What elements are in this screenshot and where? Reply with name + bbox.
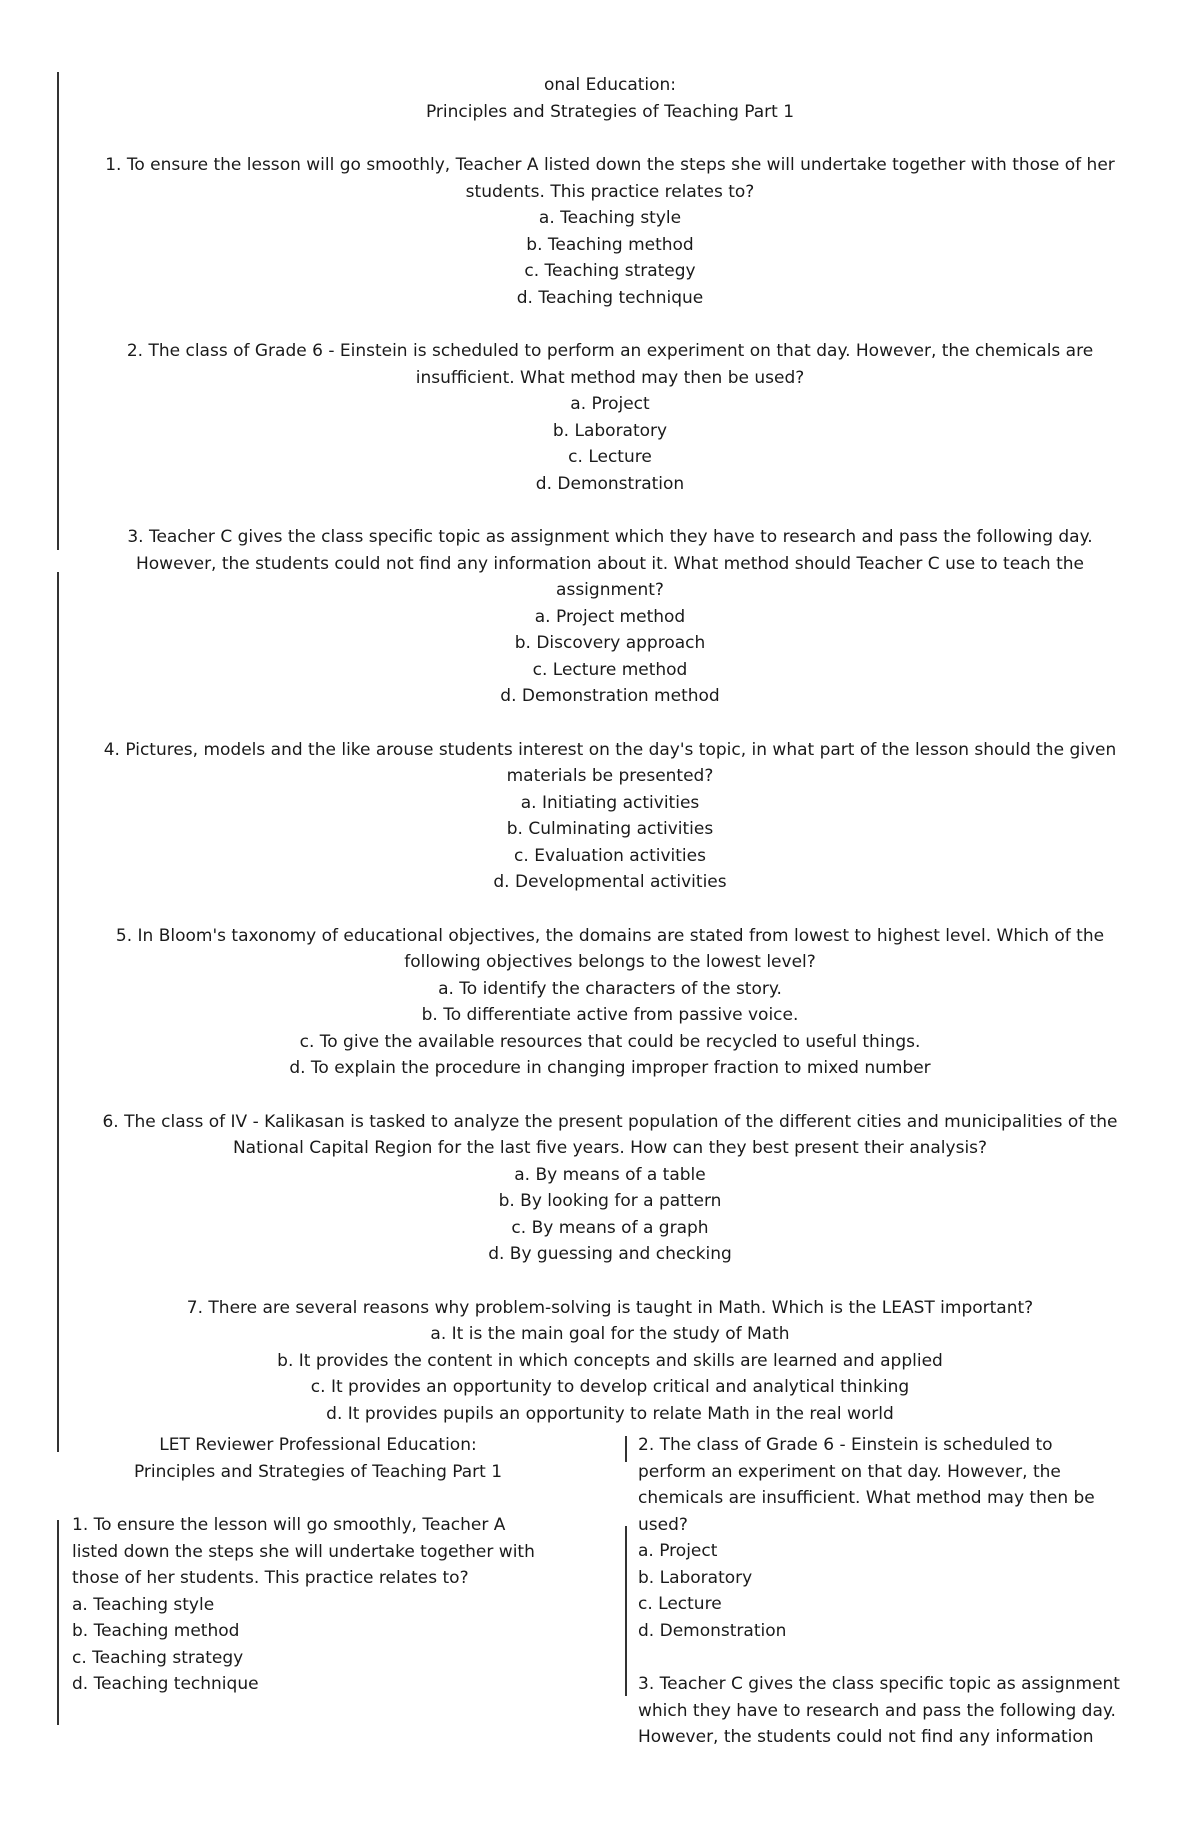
doc-title-line1: onal Education: (543, 75, 677, 95)
answer-option: d. Demonstration (535, 473, 685, 494)
answer-option: c. Lecture method (532, 659, 688, 680)
question-stem: insufficient. What method may then be used? (415, 367, 805, 388)
answer-option: c. Lecture (568, 447, 652, 467)
question-stem: which they have to research and pass the following day. (638, 1700, 1116, 1721)
answer-option: c. Evaluation activities (514, 845, 706, 866)
answer-option: d. Teaching technique (72, 1674, 259, 1694)
answer-option: a. Initiating activities (520, 792, 700, 813)
answer-option: a. Teaching style (538, 208, 682, 228)
question-2 (70, 338, 1150, 497)
question-5 (70, 923, 1150, 1082)
margin-bar (57, 572, 59, 1452)
question-1-compact (58, 1512, 578, 1698)
question-stem: 3. Teacher C gives the class specific topic as assignment which they have to research and pass the following day. (127, 527, 1093, 547)
answer-option: c. To give the available resources that could be recycled to useful things. (299, 1031, 921, 1052)
column-divider (625, 1436, 627, 1462)
answer-option: b. Culminating activities (506, 819, 714, 839)
question-stem: used? (638, 1514, 688, 1535)
question-stem: 2. The class of Grade 6 - Einstein is scheduled to (638, 1435, 1053, 1455)
question-stem: assignment? (556, 580, 664, 600)
top-section (70, 72, 1150, 1427)
column-title-line2: Principles and Strategies of Teaching Part 1 (133, 1461, 503, 1482)
answer-option: a. Teaching style (72, 1594, 215, 1615)
question-stem: 5. In Bloom's taxonomy of educational objectives, the domains are stated from lowest to highest level. Which of the (115, 925, 1105, 946)
question-4 (70, 737, 1150, 896)
answer-option: a. Project (570, 394, 650, 414)
question-stem: perform an experiment on that day. However, the (638, 1461, 1061, 1482)
question-1 (70, 152, 1150, 311)
answer-option: d. By guessing and checking (488, 1244, 732, 1264)
answer-option: c. Teaching strategy (524, 261, 696, 281)
question-stem: 1. To ensure the lesson will go smoothly, Teacher A (72, 1515, 506, 1535)
right-column (638, 1432, 1138, 1751)
left-column (58, 1432, 578, 1698)
answer-option: b. Teaching method (526, 234, 694, 255)
answer-option: b. Laboratory (638, 1567, 753, 1588)
answer-option: b. Teaching method (72, 1621, 240, 1641)
question-stem: However, the students could not find any information (638, 1727, 1094, 1747)
answer-option: b. By looking for a pattern (498, 1191, 722, 1211)
answer-option: b. To differentiate active from passive voice. (421, 1005, 799, 1025)
question-stem: However, the students could not find any information about it. What method should Teacher C use to teach the (136, 553, 1084, 574)
question-2-compact (638, 1432, 1138, 1644)
answer-option: d. To explain the procedure in changing improper fraction to mixed number (289, 1058, 931, 1078)
question-stem: following objectives belongs to the lowest level? (404, 952, 816, 972)
answer-option: b. It provides the content in which concepts and skills are learned and applied (277, 1350, 943, 1371)
column-title-line1: LET Reviewer Professional Education: (159, 1435, 477, 1455)
question-stem: those of her students. This practice relates to? (72, 1568, 469, 1588)
answer-option: c. Teaching strategy (72, 1647, 244, 1668)
question-stem: materials be presented? (506, 766, 714, 786)
answer-option: a. Project method (534, 606, 686, 627)
answer-option: a. Project (638, 1541, 718, 1561)
question-stem: 7. There are several reasons why problem-solving is taught in Math. Which is the LEAST important? (186, 1297, 1034, 1318)
answer-option: b. Laboratory (552, 420, 668, 441)
answer-option: d. Demonstration (638, 1620, 787, 1641)
question-stem: listed down the steps she will undertake together with (72, 1541, 535, 1562)
question-stem: students. This practice relates to? (465, 181, 755, 202)
answer-option: d. It provides pupils an opportunity to relate Math in the real world (326, 1403, 894, 1424)
answer-option: b. Discovery approach (514, 633, 706, 653)
answer-option: c. It provides an opportunity to develop critical and analytical thinking (310, 1377, 910, 1397)
question-stem: 3. Teacher C gives the class specific topic as assignment (638, 1674, 1120, 1694)
question-stem: National Capital Region for the last five years. How can they best present their analysis? (232, 1138, 988, 1158)
question-3-compact (638, 1671, 1138, 1751)
question-7 (70, 1295, 1150, 1428)
question-stem: chemicals are insufficient. What method may then be (638, 1488, 1095, 1508)
question-stem: 1. To ensure the lesson will go smoothly, Teacher A listed down the steps she will undertake together with those of her (105, 155, 1115, 175)
answer-option: a. To identify the characters of the story. (438, 978, 782, 999)
answer-option: a. It is the main goal for the study of Math (430, 1324, 790, 1344)
question-3 (70, 524, 1150, 710)
column-divider (625, 1526, 627, 1696)
question-stem: 2. The class of Grade 6 - Einstein is scheduled to perform an experiment on that day. However, the chemicals are (126, 341, 1094, 361)
margin-bar (57, 72, 59, 550)
answer-option: c. Lecture (638, 1594, 722, 1614)
answer-option: d. Developmental activities (493, 872, 727, 892)
answer-option: c. By means of a graph (511, 1217, 709, 1238)
question-6 (70, 1109, 1150, 1268)
doc-title-line2: Principles and Strategies of Teaching Part 1 (425, 101, 795, 122)
question-stem: 6. The class of IV - Kalikasan is tasked to analyze the present population of the different cities and municipalities of the (102, 1111, 1118, 1132)
answer-option: d. Teaching technique (516, 287, 704, 308)
answer-option: a. By means of a table (514, 1164, 706, 1185)
answer-option: d. Demonstration method (500, 686, 720, 706)
question-stem: 4. Pictures, models and the like arouse students interest on the day's topic, in what part of the lesson should the given (103, 739, 1117, 760)
